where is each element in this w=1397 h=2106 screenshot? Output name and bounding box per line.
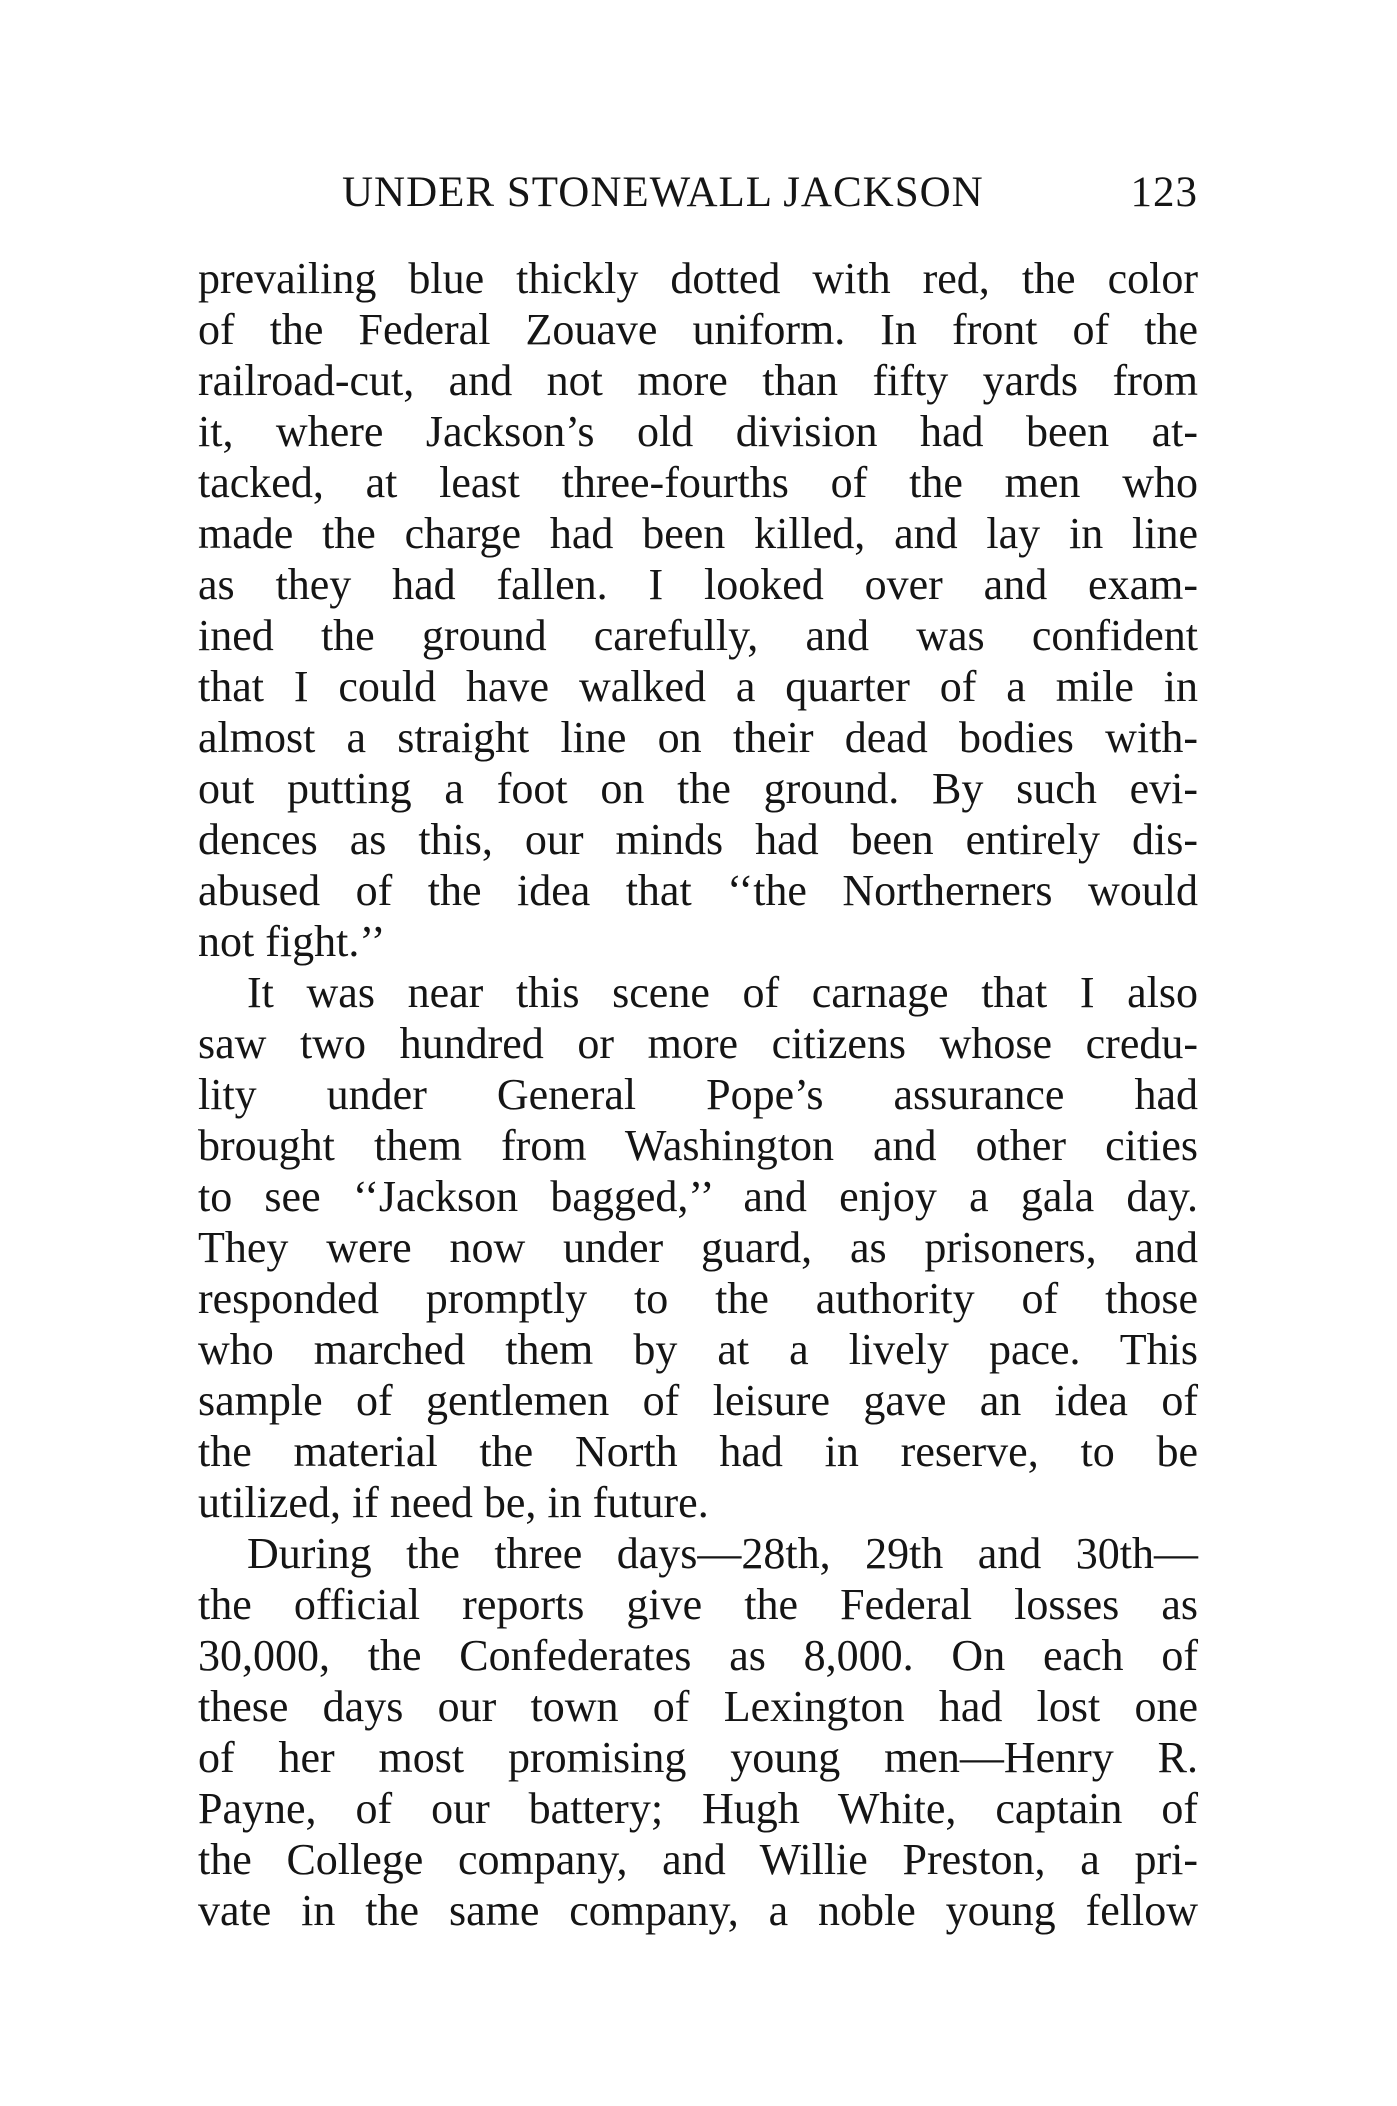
text-line: the material the North had in reserve, to be — [198, 1427, 1198, 1476]
text-line: railroad-cut, and not more than fifty yards from — [198, 356, 1198, 405]
page-number: 123 — [1130, 169, 1198, 216]
text-line: They were now under guard, as prisoners, and — [198, 1223, 1198, 1272]
text-line: dences as this, our minds had been entirely dis- — [198, 815, 1198, 864]
text-line: made the charge had been killed, and lay in line — [198, 509, 1198, 558]
text-line: tacked, at least three-fourths of the men who — [198, 458, 1198, 507]
text-line: It was near this scene of carnage that I also — [247, 968, 1198, 1017]
text-line: responded promptly to the authority of those — [198, 1274, 1198, 1323]
paragraph-1 — [198, 253, 1198, 967]
text-line: prevailing blue thickly dotted with red, the color — [198, 254, 1198, 303]
text-line: the College company, and Willie Preston, a pri- — [198, 1835, 1198, 1884]
running-head — [342, 168, 1198, 228]
text-line: of the Federal Zouave uniform. In front of the — [198, 305, 1198, 354]
text-line: these days our town of Lexington had lost one — [198, 1682, 1198, 1731]
text-line: out putting a foot on the ground. By such evi- — [198, 764, 1198, 813]
paragraph-2 — [198, 967, 1198, 1528]
text-line: During the three days—28th, 29th and 30th— — [247, 1529, 1198, 1578]
text-line: almost a straight line on their dead bodies with- — [198, 713, 1198, 762]
paragraph-3 — [198, 1528, 1198, 1936]
text-line: as they had fallen. I looked over and exam- — [198, 560, 1198, 609]
text-line: vate in the same company, a noble young fellow — [198, 1886, 1198, 1935]
text-line: ined the ground carefully, and was confident — [198, 611, 1198, 660]
text-line: utilized, if need be, in future. — [198, 1478, 709, 1527]
text-line: abused of the idea that ‘‘the Northerners would — [198, 866, 1198, 915]
text-line: saw two hundred or more citizens whose credu- — [198, 1019, 1198, 1068]
text-line: not fight.’’ — [198, 917, 386, 966]
text-line: to see ‘‘Jackson bagged,’’ and enjoy a gala day. — [198, 1172, 1198, 1221]
text-line: Payne, of our battery; Hugh White, captain of — [198, 1784, 1198, 1833]
text-line: of her most promising young men—Henry R. — [198, 1733, 1198, 1782]
running-title: UNDER STONEWALL JACKSON — [342, 169, 984, 216]
text-line: that I could have walked a quarter of a mile in — [198, 662, 1198, 711]
text-line: sample of gentlemen of leisure gave an idea of — [198, 1376, 1198, 1425]
text-line: the official reports give the Federal losses as — [198, 1580, 1198, 1629]
text-line: it, where Jackson’s old division had been at- — [198, 407, 1198, 456]
text-line: who marched them by at a lively pace. This — [198, 1325, 1198, 1374]
text-line: brought them from Washington and other cities — [198, 1121, 1198, 1170]
body-text — [198, 253, 1198, 1936]
text-line: lity under General Pope’s assurance had — [198, 1070, 1198, 1119]
text-line: 30,000, the Confederates as 8,000. On each of — [198, 1631, 1198, 1680]
